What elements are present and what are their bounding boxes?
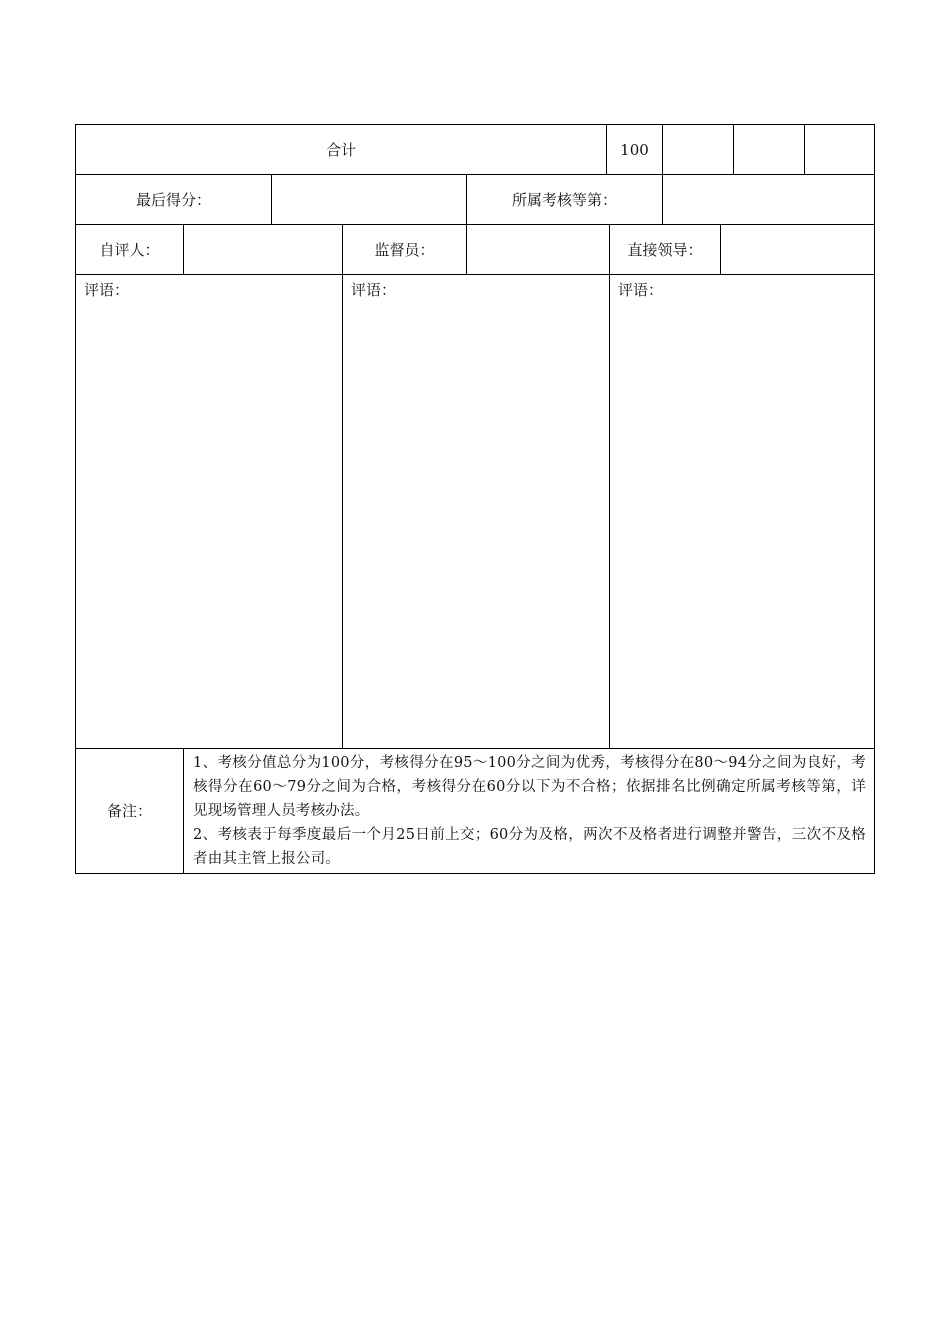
total-value-cell	[606, 124, 663, 175]
notes-label: 备注：	[106, 802, 152, 820]
grade-label: 所属考核等第：	[511, 190, 617, 209]
comment-label-leader: 评语：	[618, 281, 664, 299]
empty-cell-2[interactable]	[733, 124, 805, 175]
final-score-label: 最后得分：	[135, 190, 211, 209]
self-reviewer-field[interactable]	[183, 224, 343, 275]
direct-leader-field[interactable]	[720, 224, 875, 275]
total-value: 100	[620, 140, 649, 159]
supervisor-field[interactable]	[466, 224, 610, 275]
total-label-cell	[75, 124, 607, 175]
direct-leader-label-cell	[609, 224, 721, 275]
empty-cell-3[interactable]	[804, 124, 875, 175]
notes-label-cell	[75, 748, 184, 874]
self-reviewer-label-cell	[75, 224, 184, 275]
comment-label-supervisor: 评语：	[351, 281, 397, 299]
total-label: 合计	[325, 140, 356, 159]
grade-label-cell	[466, 174, 663, 225]
notes-content	[183, 748, 875, 874]
supervisor-label-cell	[342, 224, 467, 275]
final-score-label-cell	[75, 174, 272, 225]
comment-box-leader[interactable]	[609, 274, 875, 749]
empty-cell-1[interactable]	[662, 124, 734, 175]
direct-leader-label: 直接领导：	[627, 240, 703, 259]
supervisor-label: 监督员：	[374, 240, 435, 259]
comment-label-self: 评语：	[84, 281, 130, 299]
grade-field[interactable]	[662, 174, 875, 225]
final-score-field[interactable]	[271, 174, 467, 225]
note-item-2: 2、考核表于每季度最后一个月25日前上交；60分为及格，两次不及格者进行调整并警告，三次不及格者由其主管上报公司。	[193, 827, 866, 867]
comment-box-self[interactable]	[75, 274, 343, 749]
self-reviewer-label: 自评人：	[99, 240, 160, 259]
comment-box-supervisor[interactable]	[342, 274, 610, 749]
note-item-1: 1、考核分值总分为100分，考核得分在95～100分之间为优秀，考核得分在80～94分之间为良好，考核得分在60～79分之间为合格，考核得分在60分以下为不合格；依据排名比例确定所属考核等第，详见现场管理人员考核办法。	[193, 755, 866, 819]
